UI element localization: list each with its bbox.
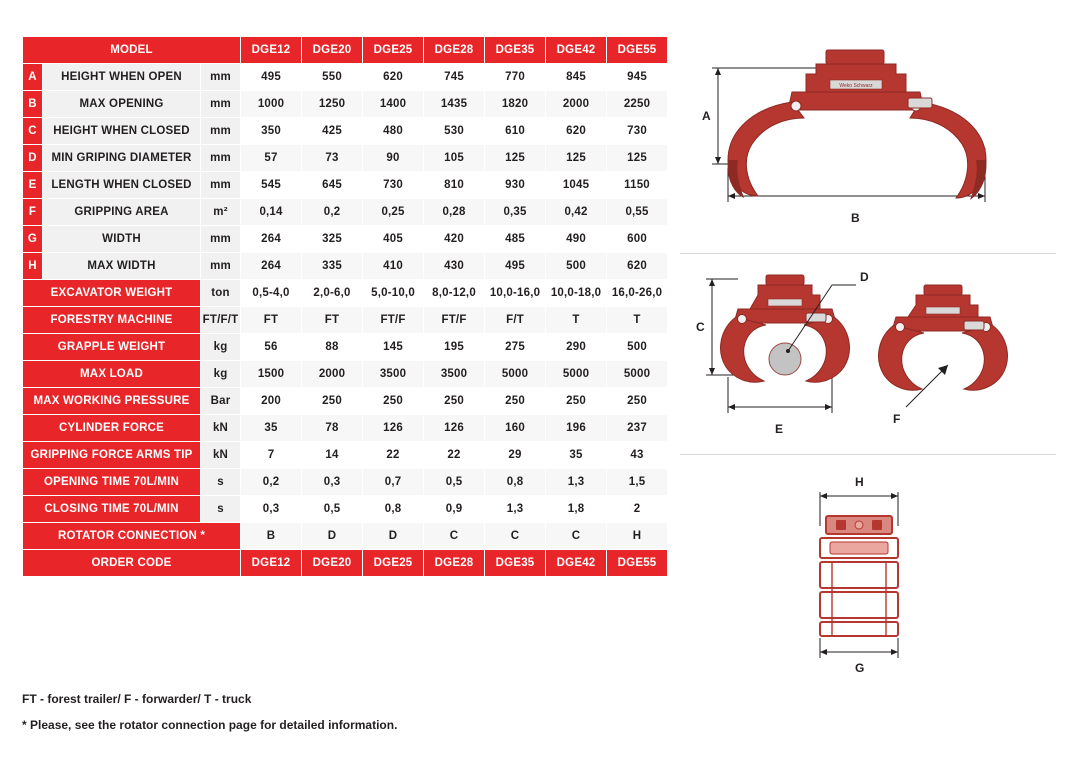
row-value: 7: [241, 442, 302, 469]
row-value: 145: [363, 334, 424, 361]
row-unit: s: [201, 496, 241, 523]
row-value: 0,7: [363, 469, 424, 496]
row-unit: Bar: [201, 388, 241, 415]
row-value: 3500: [363, 361, 424, 388]
row-value: 2000: [546, 91, 607, 118]
order-code-value: DGE25: [363, 550, 424, 577]
row-value: C: [424, 523, 485, 550]
row-value: 645: [302, 172, 363, 199]
table-row: [23, 442, 668, 469]
row-value: 0,25: [363, 199, 424, 226]
row-value: 22: [424, 442, 485, 469]
row-name: OPENING TIME 70L/MIN: [23, 469, 201, 496]
row-value: 250: [485, 388, 546, 415]
table-row: [23, 226, 668, 253]
row-letter: F: [23, 199, 43, 226]
row-value: 1500: [241, 361, 302, 388]
table-row: [23, 496, 668, 523]
row-name: CYLINDER FORCE: [23, 415, 201, 442]
row-value: 325: [302, 226, 363, 253]
row-value: 420: [424, 226, 485, 253]
table-row: [23, 334, 668, 361]
row-value: FT: [241, 307, 302, 334]
row-value: 43: [607, 442, 668, 469]
dim-label-g: G: [855, 661, 865, 675]
row-value: 250: [546, 388, 607, 415]
table-row: [23, 388, 668, 415]
row-value: 0,2: [241, 469, 302, 496]
row-value: 250: [424, 388, 485, 415]
row-unit: mm: [201, 226, 241, 253]
row-value: 78: [302, 415, 363, 442]
row-name: HEIGHT WHEN CLOSED: [43, 118, 201, 145]
header-model-dge20: DGE20: [302, 37, 363, 64]
dim-label-e: E: [775, 422, 784, 436]
row-value: 600: [607, 226, 668, 253]
row-value: 545: [241, 172, 302, 199]
row-value: 250: [302, 388, 363, 415]
grapple-front-open-drawing: [680, 36, 1056, 254]
table-row: [23, 172, 668, 199]
row-value: 126: [424, 415, 485, 442]
row-value: 945: [607, 64, 668, 91]
row-value: 196: [546, 415, 607, 442]
row-value: 550: [302, 64, 363, 91]
row-unit: kN: [201, 442, 241, 469]
row-unit: s: [201, 469, 241, 496]
row-value: 730: [607, 118, 668, 145]
row-unit: kg: [201, 361, 241, 388]
row-value: 745: [424, 64, 485, 91]
row-value: T: [546, 307, 607, 334]
row-value: 0,3: [241, 496, 302, 523]
row-name: WIDTH: [43, 226, 201, 253]
row-value: 200: [241, 388, 302, 415]
row-value: 0,2: [302, 199, 363, 226]
row-value: 264: [241, 226, 302, 253]
row-value: 0,8: [363, 496, 424, 523]
row-name: GRIPPING AREA: [43, 199, 201, 226]
row-value: F/T: [485, 307, 546, 334]
order-code-value: DGE35: [485, 550, 546, 577]
row-value: 480: [363, 118, 424, 145]
header-model-dge42: DGE42: [546, 37, 607, 64]
row-name: EXCAVATOR WEIGHT: [23, 280, 201, 307]
row-letter: C: [23, 118, 43, 145]
row-value: 810: [424, 172, 485, 199]
grapple-closed-drawings: [680, 255, 1056, 455]
diagram-panel-closed-views: [680, 255, 1056, 455]
row-value: 14: [302, 442, 363, 469]
row-name: ORDER CODE: [23, 550, 241, 577]
header-model-dge12: DGE12: [241, 37, 302, 64]
row-value: 1150: [607, 172, 668, 199]
row-value: 620: [546, 118, 607, 145]
row-value: 1820: [485, 91, 546, 118]
row-value: 0,5-4,0: [241, 280, 302, 307]
footnote-machine-types: FT - forest trailer/ F - forwarder/ T - truck: [22, 692, 252, 706]
row-value: 770: [485, 64, 546, 91]
row-value: 88: [302, 334, 363, 361]
row-value: 10,0-18,0: [546, 280, 607, 307]
row-unit: kg: [201, 334, 241, 361]
row-value: 620: [607, 253, 668, 280]
row-value: 405: [363, 226, 424, 253]
table-row: [23, 280, 668, 307]
row-value: 0,8: [485, 469, 546, 496]
table-row: [23, 415, 668, 442]
row-name: LENGTH WHEN CLOSED: [43, 172, 201, 199]
row-unit: mm: [201, 118, 241, 145]
row-value: 56: [241, 334, 302, 361]
row-value: 125: [546, 145, 607, 172]
row-value: 90: [363, 145, 424, 172]
row-name: FORESTRY MACHINE: [23, 307, 201, 334]
row-value: 500: [546, 253, 607, 280]
header-model-dge25: DGE25: [363, 37, 424, 64]
row-name: MAX WIDTH: [43, 253, 201, 280]
dim-label-a: A: [702, 109, 711, 123]
row-value: B: [241, 523, 302, 550]
row-value: 1,5: [607, 469, 668, 496]
row-value: 5,0-10,0: [363, 280, 424, 307]
row-value: C: [485, 523, 546, 550]
header-model-dge28: DGE28: [424, 37, 485, 64]
row-value: 1,3: [546, 469, 607, 496]
row-unit: mm: [201, 253, 241, 280]
row-letter: D: [23, 145, 43, 172]
row-value: 1435: [424, 91, 485, 118]
row-value: FT/F: [424, 307, 485, 334]
specification-table-container: [22, 36, 668, 577]
row-value: 0,5: [302, 496, 363, 523]
row-value: 5000: [546, 361, 607, 388]
row-unit: mm: [201, 91, 241, 118]
row-value: 410: [363, 253, 424, 280]
row-value: 1045: [546, 172, 607, 199]
order-code-value: DGE12: [241, 550, 302, 577]
row-letter: G: [23, 226, 43, 253]
row-value: 105: [424, 145, 485, 172]
grapple-top-view-drawing: [680, 456, 1056, 696]
row-value: 22: [363, 442, 424, 469]
order-code-value: DGE20: [302, 550, 363, 577]
dim-label-f: F: [893, 412, 901, 426]
row-name: HEIGHT WHEN OPEN: [43, 64, 201, 91]
row-value: D: [302, 523, 363, 550]
row-unit: mm: [201, 64, 241, 91]
table-row: [23, 91, 668, 118]
header-model-dge55: DGE55: [607, 37, 668, 64]
row-value: 430: [424, 253, 485, 280]
row-value: 1000: [241, 91, 302, 118]
row-unit: kN: [201, 415, 241, 442]
row-unit: m²: [201, 199, 241, 226]
table-row: [23, 361, 668, 388]
row-value: D: [363, 523, 424, 550]
row-value: 530: [424, 118, 485, 145]
order-code-value: DGE55: [607, 550, 668, 577]
row-value: 3500: [424, 361, 485, 388]
row-value: 620: [363, 64, 424, 91]
row-value: 490: [546, 226, 607, 253]
row-value: 275: [485, 334, 546, 361]
row-value: 5000: [485, 361, 546, 388]
diagram-panel-top-view: [680, 456, 1056, 696]
row-value: 2000: [302, 361, 363, 388]
row-value: 57: [241, 145, 302, 172]
row-value: 35: [241, 415, 302, 442]
row-value: 0,9: [424, 496, 485, 523]
row-value: 425: [302, 118, 363, 145]
row-value: 2250: [607, 91, 668, 118]
row-name: MAX WORKING PRESSURE: [23, 388, 201, 415]
row-value: 10,0-16,0: [485, 280, 546, 307]
row-value: 350: [241, 118, 302, 145]
table-row: [23, 199, 668, 226]
row-value: 73: [302, 145, 363, 172]
row-value: FT/F: [363, 307, 424, 334]
svg-text:Weko Schwarz: Weko Schwarz: [839, 83, 873, 89]
row-name: ROTATOR CONNECTION *: [23, 523, 241, 550]
row-value: 500: [607, 334, 668, 361]
row-unit: ton: [201, 280, 241, 307]
row-value: 125: [607, 145, 668, 172]
table-row: [23, 469, 668, 496]
row-value: 485: [485, 226, 546, 253]
row-name: GRIPPING FORCE ARMS TIP: [23, 442, 201, 469]
table-row: [23, 64, 668, 91]
row-value: 1400: [363, 91, 424, 118]
dim-label-d: D: [860, 270, 869, 284]
row-value: 495: [485, 253, 546, 280]
row-value: 264: [241, 253, 302, 280]
table-row-order-code: [23, 550, 668, 577]
row-name: MIN GRIPING DIAMETER: [43, 145, 201, 172]
diagram-panel-front-open: [680, 36, 1056, 254]
order-code-value: DGE42: [546, 550, 607, 577]
table-row: [23, 145, 668, 172]
row-letter: A: [23, 64, 43, 91]
footnote-rotator: * Please, see the rotator connection page for detailed information.: [22, 718, 398, 732]
row-value: 125: [485, 145, 546, 172]
table-row: [23, 253, 668, 280]
row-value: 5000: [607, 361, 668, 388]
row-value: 0,35: [485, 199, 546, 226]
row-value: 160: [485, 415, 546, 442]
row-name: MAX LOAD: [23, 361, 201, 388]
row-value: 2,0-6,0: [302, 280, 363, 307]
row-value: 250: [607, 388, 668, 415]
row-value: T: [607, 307, 668, 334]
header-model-dge35: DGE35: [485, 37, 546, 64]
row-value: 1250: [302, 91, 363, 118]
row-name: MAX OPENING: [43, 91, 201, 118]
row-value: 335: [302, 253, 363, 280]
table-row: [23, 523, 668, 550]
row-value: 0,42: [546, 199, 607, 226]
row-value: 0,5: [424, 469, 485, 496]
row-value: 126: [363, 415, 424, 442]
row-value: 35: [546, 442, 607, 469]
row-letter: H: [23, 253, 43, 280]
row-value: 845: [546, 64, 607, 91]
diagram-panels: [680, 36, 1056, 696]
row-value: 1,3: [485, 496, 546, 523]
table-header-row: [23, 37, 668, 64]
row-value: 0,3: [302, 469, 363, 496]
row-value: 610: [485, 118, 546, 145]
row-value: 290: [546, 334, 607, 361]
row-value: 2: [607, 496, 668, 523]
row-value: 1,8: [546, 496, 607, 523]
row-value: 16,0-26,0: [607, 280, 668, 307]
row-value: 0,14: [241, 199, 302, 226]
row-value: 195: [424, 334, 485, 361]
row-name: GRAPPLE WEIGHT: [23, 334, 201, 361]
dim-label-b: B: [851, 211, 860, 225]
dim-label-c: C: [696, 320, 705, 334]
footnotes: [22, 686, 397, 738]
row-value: 730: [363, 172, 424, 199]
row-value: 237: [607, 415, 668, 442]
specification-table: [22, 36, 668, 577]
row-value: 0,28: [424, 199, 485, 226]
table-row: [23, 118, 668, 145]
row-value: FT: [302, 307, 363, 334]
row-unit: FT/F/T: [201, 307, 241, 334]
row-name: CLOSING TIME 70L/MIN: [23, 496, 201, 523]
row-letter: E: [23, 172, 43, 199]
row-unit: mm: [201, 145, 241, 172]
row-letter: B: [23, 91, 43, 118]
row-value: 0,55: [607, 199, 668, 226]
row-value: C: [546, 523, 607, 550]
row-unit: mm: [201, 172, 241, 199]
row-value: 8,0-12,0: [424, 280, 485, 307]
table-row: [23, 307, 668, 334]
row-value: 250: [363, 388, 424, 415]
row-value: 930: [485, 172, 546, 199]
row-value: 495: [241, 64, 302, 91]
order-code-value: DGE28: [424, 550, 485, 577]
row-value: H: [607, 523, 668, 550]
row-value: 29: [485, 442, 546, 469]
dim-label-h: H: [855, 475, 864, 489]
header-model: MODEL: [23, 37, 241, 64]
